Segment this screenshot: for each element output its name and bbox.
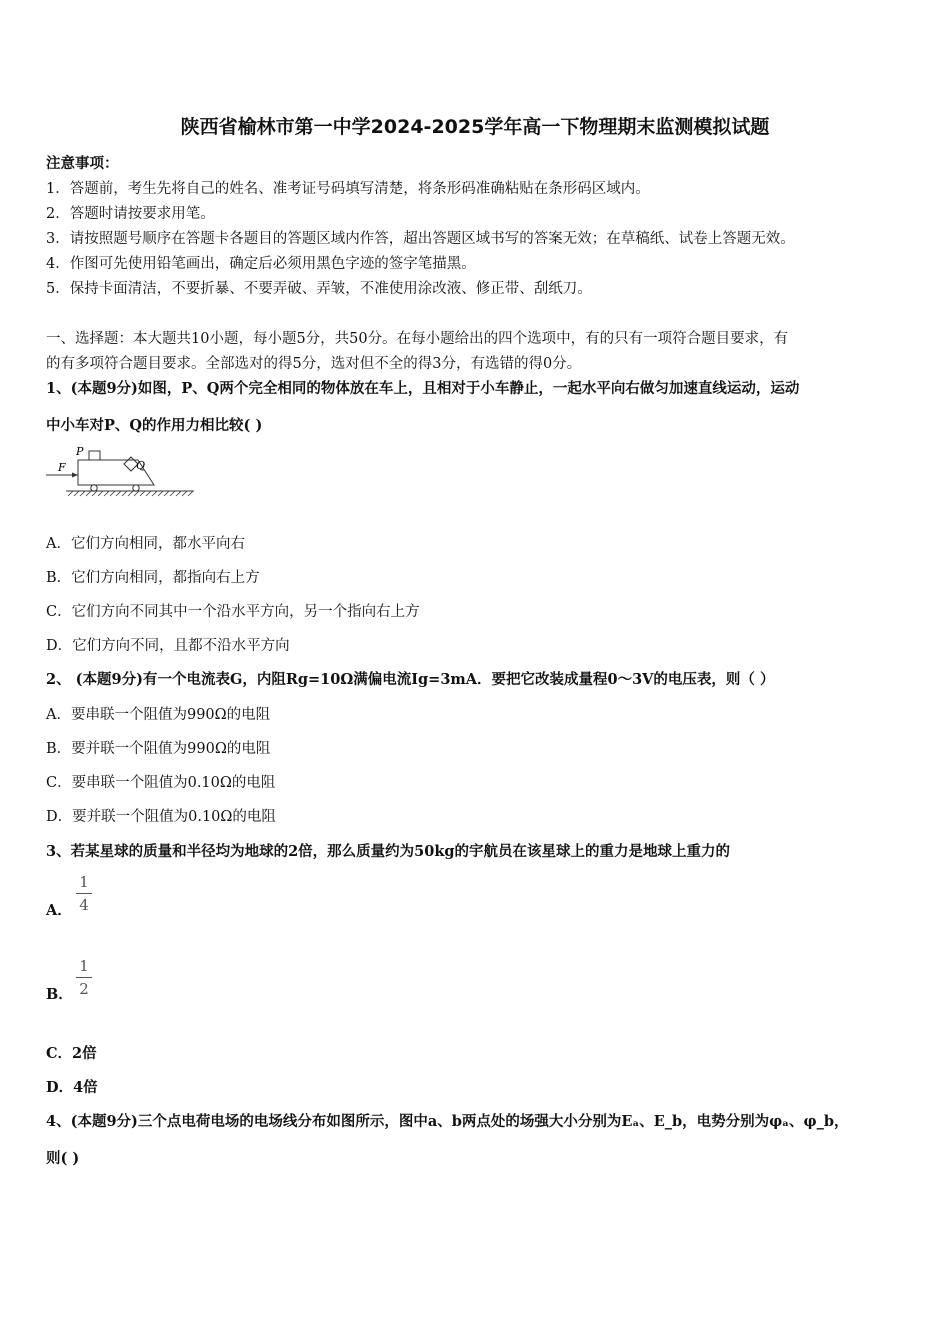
- fraction-denominator: 2: [79, 980, 89, 998]
- question-1-stem-line2: 中小车对P、Q的作用力相比较( ): [46, 417, 263, 434]
- fraction-denominator: 4: [79, 896, 89, 914]
- force-label: F: [58, 461, 66, 474]
- fraction-one-quarter: [76, 872, 92, 915]
- force-arrowhead-icon: [72, 473, 78, 478]
- question-2-stem: 2、 (本题9分)有一个电流表G，内阻Rg=10Ω满偏电流Ig=3mA．要把它改装成量程0～3V的电压表，则（ ）: [46, 671, 775, 688]
- question-4-stem-line2: 则( ): [46, 1150, 80, 1167]
- notice-item: 4．作图可先使用铅笔画出，确定后必须用黑色字迹的签字笔描黑。: [46, 256, 476, 272]
- question-2-option-a: A．要串联一个阻值为990Ω的电阻: [46, 707, 271, 723]
- question-2-option-d: D．要并联一个阻值为0.10Ω的电阻: [46, 809, 276, 825]
- cart-wheel: [91, 485, 97, 491]
- block-p: [89, 451, 100, 460]
- fraction-bar: [76, 977, 92, 978]
- fraction-one-half: [76, 956, 92, 999]
- question-1-option-d: D．它们方向不同，且都不沿水平方向: [46, 638, 290, 654]
- notice-item: 3．请按照题号顺序在答题卡各题目的答题区域内作答，超出答题区域书写的答案无效；在草稿纸、试卷上答题无效。: [46, 231, 795, 247]
- question-3-option-b-label: B．: [46, 986, 73, 1003]
- section-instructions-line2: 的有多项符合题目要求。全部选对的得5分，选对但不全的得3分，有选错的得0分。: [46, 356, 582, 372]
- question-1-option-b: B．它们方向相同，都指向右上方: [46, 570, 260, 586]
- cart-diagram: [44, 443, 199, 499]
- question-3-option-c: C．2倍: [46, 1045, 97, 1062]
- block-q-label: Q: [136, 459, 146, 472]
- question-1-stem-line1: 1、(本题9分)如图，P、Q两个完全相同的物体放在车上，且相对于小车静止，一起水平向右做匀加速直线运动，运动: [46, 380, 800, 397]
- notice-item: 1．答题前，考生先将自己的姓名、准考证号码填写清楚，将条形码准确粘贴在条形码区域内。: [46, 181, 650, 197]
- fraction-bar: [76, 893, 92, 894]
- fraction-numerator: 1: [79, 957, 89, 975]
- notice-heading: 注意事项：: [46, 155, 119, 172]
- question-3-option-a-label: A．: [46, 902, 72, 919]
- section-instructions-line1: 一、选择题：本大题共10小题，每小题5分，共50分。在每小题给出的四个选项中，有的只有一项符合题目要求，有: [46, 331, 789, 347]
- question-4-stem-line1: 4、(本题9分)三个点电荷电场的电场线分布如图所示，图中a、b两点处的场强大小分别为Eₐ、E_b，电势分别为φₐ、φ_b，: [46, 1113, 849, 1130]
- cart-wheel: [133, 485, 139, 491]
- notice-item: 5．保持卡面清洁，不要折暴、不要弄破、弄皱，不准使用涂改液、修正带、刮纸刀。: [46, 281, 592, 297]
- question-2-option-c: C．要串联一个阻值为0.10Ω的电阻: [46, 775, 276, 791]
- fraction-numerator: 1: [79, 873, 89, 891]
- question-2-option-b: B．要并联一个阻值为990Ω的电阻: [46, 741, 271, 757]
- question-1-option-c: C．它们方向不同其中一个沿水平方向，另一个指向右上方: [46, 604, 420, 620]
- block-p-label: P: [76, 445, 84, 458]
- notice-item: 2．答题时请按要求用笔。: [46, 206, 215, 222]
- ground-hatching: [68, 491, 193, 496]
- page-title: 陕西省榆林市第一中学2024-2025学年高一下物理期末监测模拟试题: [180, 116, 770, 138]
- question-3-option-d: D．4倍: [46, 1079, 98, 1096]
- question-3-stem: 3、若某星球的质量和半径均为地球的2倍，那么质量约为50kg的宇航员在该星球上的重力是地球上重力的: [46, 843, 731, 860]
- question-1-option-a: A．它们方向相同，都水平向右: [46, 536, 245, 552]
